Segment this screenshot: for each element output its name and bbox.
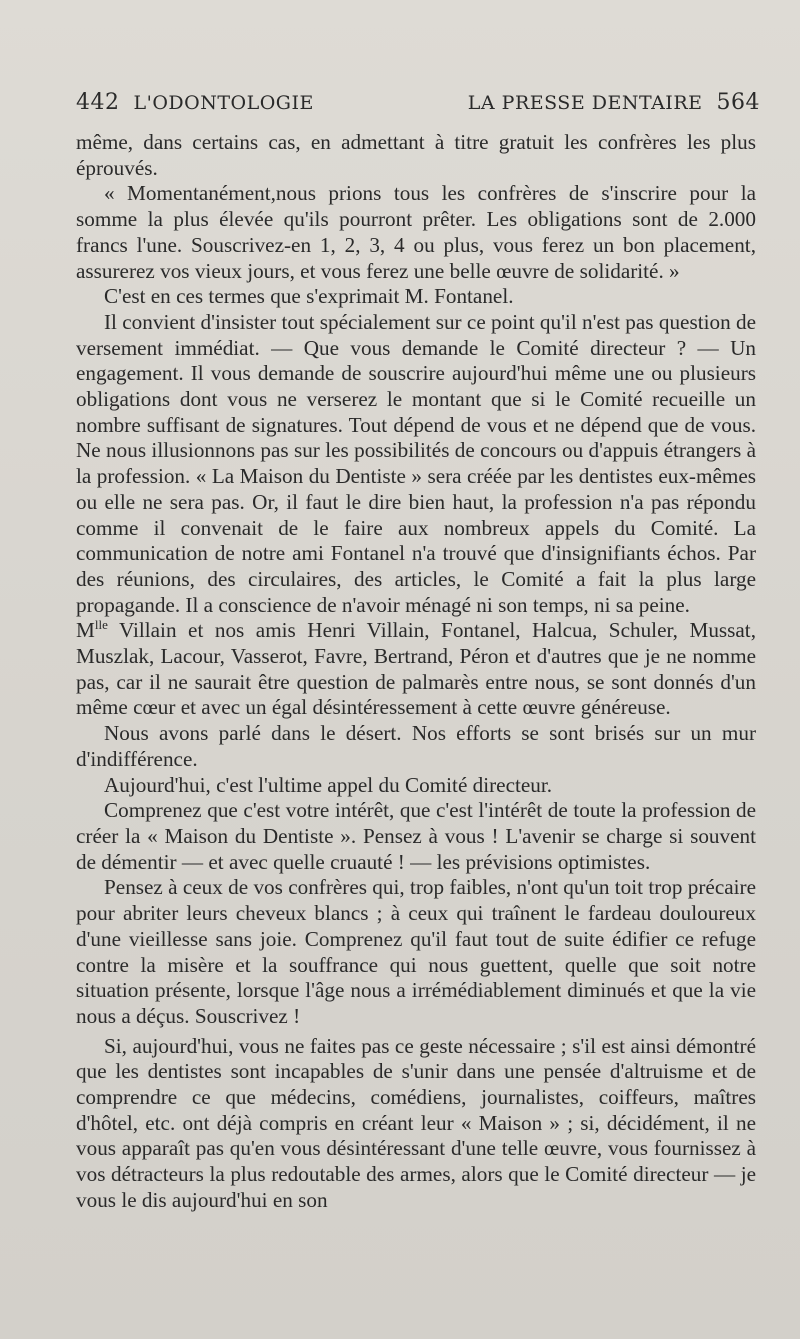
paragraph-3: C'est en ces termes que s'exprimait M. Fontanel.	[104, 284, 514, 309]
paragraph-5	[76, 618, 756, 721]
right-page-number: 564	[716, 90, 760, 115]
mlle-prefix: M	[76, 618, 95, 643]
paragraph-7: Aujourd'hui, c'est l'ultime appel du Comité directeur.	[104, 772, 553, 797]
left-page-number: 442	[76, 90, 120, 115]
paragraph-8: Comprenez que c'est votre intérêt, que c'est l'intérêt de toute la profession de créer la « Maison du Dentiste ». Pensez à vous ! L'avenir se charge si souvent de démentir — et avec quelle cruauté ! — les prévisions optimistes.	[76, 798, 756, 874]
left-running-title: L'ODONTOLOGIE	[133, 92, 314, 114]
paragraph-2: « Momentanément,nous prions tous les confrères de s'inscrire pour la somme la plus élevée qu'ils pourront prêter. Les obligations sont de 2.000 francs l'une. Souscrivez-en 1, 2, 3, 4 ou plus, vous ferez un bon placement, assurerez vos vieux jours, et vous ferez une belle œuvre de solidarité. »	[76, 181, 756, 283]
paragraph-4: Il convient d'insister tout spécialement sur ce point qu'il n'est pas question de versement immédiat. — Que vous demande le Comité directeur ? — Un engagement. Il vous demande de souscrire aujourd'hui même une ou plusieurs obligations dont vous ne verserez le montant que si le Comité recueille un nombre suffisant de signatures. Tout dépend de vous et ne dépend que de vous. Ne nous illusionnons pas sur les possibilités de concours ou d'appuis étrangers à la profession. « La Maison du Dentiste » sera créée par les dentistes eux-mêmes ou elle ne sera pas. Or, il faut le dire bien haut, la profession n'a pas répondu comme il convenait de le faire aux nombreux appels du Comité. La communication de notre ami Fontanel n'a trouvé que d'insignifiants échos. Par des réunions, des circulaires, des articles, le Comité a fait la plus large propagande. Il a conscience de n'avoir ménagé ni son temps, ni sa peine.	[76, 309, 756, 617]
paragraph-5-text: Villain et nos amis Henri Villain, Fontanel, Halcua, Schuler, Mussat, Muszlak, Lacour, Vasserot, Favre, Bertrand, Péron et d'autres que je ne nomme pas, car il ne saurait être question de palmarès entre nous, se sont donnés d'un même cœur et avec un égal désintéressement à cette œuvre généreuse.	[76, 618, 756, 720]
body-text	[76, 130, 756, 1214]
paragraph-6: Nous avons parlé dans le désert. Nos efforts se sont brisés sur un mur d'indifférence.	[76, 721, 756, 771]
right-running-title: LA PRESSE DENTAIRE	[467, 92, 703, 114]
paragraph-1: même, dans certains cas, en admettant à titre gratuit les confrères les plus éprouvés.	[76, 130, 756, 180]
mlle-superscript: lle	[94, 617, 108, 633]
header-right	[468, 90, 760, 115]
paragraph-10: Si, aujourd'hui, vous ne faites pas ce geste nécessaire ; s'il est ainsi démontré que les dentistes sont incapables de s'unir dans une pensée d'altruisme et de comprendre ce que médecins, comédiens, journalistes, coiffeurs, maîtres d'hôtel, etc. ont déjà compris en créant leur « Maison » ; si, décidément, il ne vous apparaît pas qu'en vous désintéressant d'une telle œuvre, vous fournissez à vos détracteurs la plus redoutable des armes, alors que le Comité directeur — je vous le dis aujourd'hui en son	[76, 1033, 756, 1212]
header-left	[76, 90, 314, 115]
paragraph-9: Pensez à ceux de vos confrères qui, trop faibles, n'ont qu'un toit trop précaire pour abriter leurs cheveux blancs ; à ceux qui traînent le fardeau douloureux d'une vieillesse sans joie. Comprenez qu'il faut tout de suite édifier ce refuge contre la misère et la souffrance qui nous guettent, quelle que soit notre situation présente, lorsque l'âge nous a irrémédiablement diminués et que la vie nous a déçus. Souscrivez !	[76, 875, 756, 1028]
